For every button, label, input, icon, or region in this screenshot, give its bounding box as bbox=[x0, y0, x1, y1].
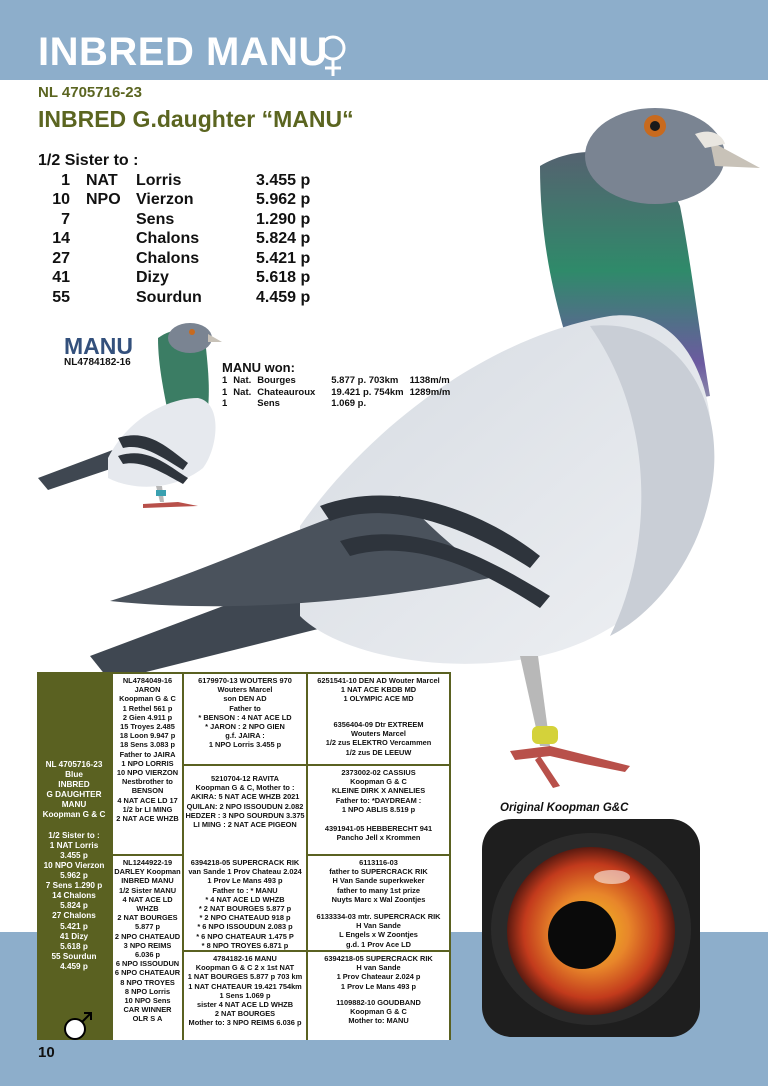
pedigree-line: H van Sande bbox=[356, 963, 401, 973]
pedigree-line: 10 NPO Vierzon bbox=[43, 860, 105, 870]
pedigree-line: Koopman G & C bbox=[119, 694, 176, 704]
pedigree-line: 6.036 p bbox=[134, 950, 161, 960]
pedigree-line: 2 NPO CHATEAUD bbox=[114, 931, 181, 941]
pedigree-line: g.d. 1 Prov Ace LD bbox=[345, 939, 412, 949]
manu-won-heading: MANU won: bbox=[222, 360, 295, 375]
pedigree-line: 8 NPO Lorris bbox=[124, 986, 171, 996]
pedigree-line: 4391941-05 HEBBERECHT 941 bbox=[324, 824, 433, 833]
pedigree-line: * 8 NPO TROYES 6.871 p bbox=[201, 940, 289, 950]
pedigree-line: HEDZER : 3 NPO SOURDUN 3.375 bbox=[185, 810, 305, 820]
pedigree-line: 2 NAT BOURGES bbox=[214, 1009, 276, 1019]
pedigree-line: 55 Sourdun bbox=[51, 951, 97, 961]
pedigree-line: 10 NPO Sens bbox=[124, 996, 171, 1006]
sister-heading: 1/2 Sister to : bbox=[38, 152, 139, 169]
sister-row: 27 Chalons 5.421 p bbox=[52, 249, 311, 267]
pedigree-line: 1 NAT CHATEAUR 19.421 754km bbox=[188, 981, 302, 991]
pedigree-father-dam bbox=[184, 766, 306, 860]
pedigree-line: 2 NAT ACE WHZB bbox=[116, 814, 179, 824]
pedigree-line: * BENSON : 4 NAT ACE LD bbox=[198, 712, 292, 722]
pedigree-mother bbox=[113, 856, 182, 1040]
pedigree-line: 6179970-13 WOUTERS 970 bbox=[198, 676, 292, 685]
pedigree-line: 1 NAT ACE KBDB MD bbox=[340, 685, 417, 695]
pedigree-line: Nuyts Marc x Wal Zoontjes bbox=[331, 894, 426, 904]
pedigree-ff-dam bbox=[308, 718, 449, 764]
pedigree-line: MANU bbox=[61, 800, 87, 810]
pedigree-line: Mother to: 3 NPO REIMS 6.036 p bbox=[188, 1018, 302, 1028]
pedigree-mother-dam bbox=[184, 952, 306, 1040]
pedigree-line: Pancho Jell x Krommen bbox=[336, 833, 421, 843]
sister-row: 55 Sourdun 4.459 p bbox=[52, 288, 311, 306]
pedigree-line: Nestbrother to bbox=[122, 777, 173, 787]
pedigree-line: * JARON : 2 NPO GIEN bbox=[205, 722, 285, 732]
pedigree-line: 1 Prov Le Mans 493 p bbox=[207, 876, 283, 886]
subject-text bbox=[37, 760, 111, 972]
pedigree-line: 1 NPO ABLIS 8.519 p bbox=[341, 804, 416, 814]
pedigree-line: 1/2 Sister to : bbox=[48, 830, 100, 840]
pedigree-line: 1 NAT BOURGES 5.877 p 703 km bbox=[187, 972, 303, 982]
pedigree-line: 6356404-09 Dtr EXTREEM bbox=[333, 720, 424, 729]
pedigree-subject bbox=[37, 672, 111, 1040]
pedigree-line: QUILAN: 2 NPO ISSOUDUN 2.082 bbox=[186, 801, 304, 811]
pedigree-line: 4784182-16 MANU bbox=[213, 954, 277, 963]
pedigree-line: INBRED bbox=[58, 780, 90, 790]
photo-caption: Original Koopman G&C bbox=[500, 802, 629, 814]
pedigree-line: DARLEY Koopman bbox=[114, 867, 181, 877]
pedigree-line: 5.962 p bbox=[60, 871, 88, 881]
pedigree-line: 1 NPO LORRIS bbox=[121, 758, 174, 768]
pedigree-line: Father to bbox=[229, 703, 261, 713]
pedigree-line: Father to: *DAYDREAM : bbox=[335, 795, 422, 805]
sister-row: 41 Dizy 5.618 p bbox=[52, 269, 311, 287]
pedigree-line: 1/2 zus ELEKTRO Vercammen bbox=[325, 738, 432, 748]
pedigree-line: 4 NAT ACE LD 17 bbox=[117, 795, 178, 805]
pedigree-line: H Van Sande bbox=[356, 921, 401, 931]
page-number: 10 bbox=[38, 1044, 55, 1061]
pedigree-line bbox=[37, 821, 111, 831]
pedigree-line: L Engels x W Zoontjes bbox=[339, 930, 418, 940]
pedigree-line: 1 OLYMPIC ACE MD bbox=[343, 694, 414, 704]
pedigree-line: Koopman G & C bbox=[350, 1007, 407, 1017]
pedigree-line: 1 NPO Lorris 3.455 p bbox=[208, 740, 282, 750]
ring-number: NL 4705716-23 bbox=[38, 84, 142, 101]
page-title: INBRED MANU bbox=[38, 30, 328, 74]
female-symbol-icon bbox=[316, 34, 350, 78]
pedigree-line: NL 4705716-23 bbox=[45, 760, 103, 769]
pedigree-line: 8 NPO TROYES bbox=[120, 977, 175, 987]
pedigree-line: BENSON bbox=[131, 786, 164, 796]
pedigree-line: 18 Loon 9.947 p bbox=[119, 731, 176, 741]
pedigree-line: Koopman G & C 2 x 1st NAT bbox=[195, 963, 295, 973]
won-row: 1 Nat. Chateauroux 19.421 p. 754km 1289m/m bbox=[222, 386, 451, 398]
pedigree-line: Blue bbox=[65, 770, 83, 780]
pedigree-line: * 2 NAT BOURGES 5.877 p bbox=[198, 904, 292, 914]
sister-row: 10 NPO Vierzon 5.962 p bbox=[52, 191, 311, 209]
pedigree-line: G DAUGHTER bbox=[46, 790, 102, 800]
pedigree-line: JARON bbox=[134, 685, 161, 695]
pedigree-line: van Sande 1 Prov Chateau 2.024 bbox=[188, 867, 302, 877]
pedigree-line: INBRED MANU bbox=[121, 876, 174, 886]
pedigree-line: Father to JAIRA bbox=[119, 749, 176, 759]
pedigree-line: CAR WINNER bbox=[123, 1005, 172, 1015]
pedigree-line: 4.459 p bbox=[60, 961, 88, 971]
pedigree-line: 18 Sens 3.083 p bbox=[119, 740, 176, 750]
pedigree-line: father to SUPERCRACK RIK bbox=[329, 867, 428, 877]
pedigree-mm-sire bbox=[308, 952, 449, 996]
pedigree-line: 6133334-03 mtr. SUPERCRACK RIK bbox=[316, 912, 441, 921]
pedigree-line: 1 NAT Lorris bbox=[49, 840, 99, 850]
pedigree-line: * 6 NPO CHATEAUR 1.475 P bbox=[196, 931, 294, 941]
pedigree-fm-sire bbox=[308, 766, 449, 822]
pedigree-line: son DEN AD bbox=[223, 694, 267, 704]
manu-ring: NL4784182-16 bbox=[64, 357, 131, 368]
pedigree-line: 5210704-12 RAVITA bbox=[211, 774, 279, 783]
pedigree-line: 10 NPO VIERZON bbox=[116, 768, 179, 778]
pedigree-line: 6113116-03 bbox=[359, 858, 398, 867]
pedigree-line: 3.455 p bbox=[60, 850, 88, 860]
pedigree-line: * 2 NPO CHATEAUD 918 p bbox=[199, 913, 291, 923]
pedigree-line: 1109882-10 GOUDBAND bbox=[336, 998, 421, 1007]
pedigree-mm-dam bbox=[308, 996, 449, 1040]
pedigree-line: Wouters Marcel bbox=[217, 685, 273, 695]
pedigree-line: 6251541-10 DEN AD Wouter Marcel bbox=[317, 676, 440, 685]
pedigree-chart bbox=[37, 672, 451, 1040]
pedigree-line: 14 Chalons bbox=[52, 891, 96, 901]
sister-row: 14 Chalons 5.824 p bbox=[52, 230, 311, 248]
pedigree-line: Mother to: MANU bbox=[348, 1016, 409, 1026]
pedigree-ff-sire bbox=[308, 674, 449, 718]
pedigree-mf-dam bbox=[308, 910, 449, 950]
pedigree-line: WHZB bbox=[136, 904, 159, 914]
pedigree-line: 1/2 zus DE LEEUW bbox=[345, 747, 412, 757]
pedigree-line: 2373002-02 CASSIUS bbox=[341, 768, 416, 777]
pedigree-line: NL1244922-19 bbox=[122, 858, 173, 867]
manu-name: MANU bbox=[64, 333, 133, 359]
pedigree-line: father to many 1st prize bbox=[337, 885, 420, 895]
pedigree-line: 27 Chalons bbox=[52, 911, 96, 921]
pedigree-line: 2 NAT BOURGES bbox=[117, 913, 178, 923]
manu-won-table bbox=[222, 375, 456, 410]
pedigree-line: 1 Rethel 561 p bbox=[122, 703, 173, 713]
pedigree-line: 4 NAT ACE LD bbox=[122, 894, 173, 904]
pedigree-line: Koopman G & C bbox=[350, 777, 407, 787]
pedigree-line: 1 Prov Le Mans 493 p bbox=[340, 981, 417, 991]
pedigree-line: 3 NPO REIMS bbox=[123, 940, 172, 950]
pedigree-line: 6 NPO CHATEAUR bbox=[114, 968, 181, 978]
pedigree-line: NL4784049-16 bbox=[122, 676, 173, 685]
pedigree-line: 5.877 p bbox=[134, 922, 161, 932]
pedigree-line: 2 Gien 4.911 p bbox=[122, 712, 173, 722]
pedigree-line: KLEINE DIRK X ANNELIES bbox=[331, 786, 426, 796]
pedigree-line: Wouters Marcel bbox=[351, 729, 406, 739]
sister-row: 7 Sens 1.290 p bbox=[61, 210, 311, 228]
pedigree-line: Father to : * MANU bbox=[212, 885, 278, 895]
pedigree-line: 1 Prov Chateaur 2.024 p bbox=[336, 972, 421, 982]
pedigree-line: 7 Sens 1.290 p bbox=[45, 881, 103, 891]
pedigree-line: 5.618 p bbox=[60, 941, 88, 951]
pedigree-line: * 6 NPO ISSOUDUN 2.083 p bbox=[197, 922, 293, 932]
pedigree-line: Koopman G & C bbox=[42, 810, 106, 820]
pedigree-line: sister 4 NAT ACE LD WHZB bbox=[196, 1000, 294, 1010]
pedigree-line: LI MING : 2 NAT ACE PIGEON bbox=[193, 820, 297, 830]
male-symbol-icon bbox=[63, 1010, 93, 1040]
pedigree-line: g.f. JAIRA : bbox=[225, 731, 265, 741]
pedigree-line: AKIRA: 5 NAT ACE WHZB 2021 bbox=[190, 792, 300, 802]
won-row: 1 Nat. Bourges 5.877 p. 703km 1138m/m bbox=[222, 375, 450, 387]
pedigree-mf-sire bbox=[308, 856, 449, 910]
pedigree-line: 5.421 p bbox=[60, 921, 88, 931]
pedigree-line: 5.824 p bbox=[60, 901, 88, 911]
pigeon-eye-closeup bbox=[482, 819, 700, 1037]
pedigree-line: H Van Sande superkweker bbox=[332, 876, 425, 886]
pedigree-line: OLR S A bbox=[132, 1014, 163, 1024]
pedigree-line: 1/2 br LI MING bbox=[122, 804, 173, 814]
pedigree-line: 41 Dizy bbox=[59, 931, 89, 941]
pedigree-line: 15 Troyes 2.485 bbox=[120, 722, 175, 732]
pedigree-line: 6394218-05 SUPERCRACK RIK bbox=[324, 954, 433, 963]
pedigree-line: 6394218-05 SUPERCRACK RIK bbox=[190, 858, 300, 867]
pedigree-father bbox=[113, 674, 182, 854]
pedigree-line: 1 Sens 1.069 p bbox=[219, 990, 271, 1000]
pedigree-mother-sire bbox=[184, 856, 306, 950]
won-row: 1 Sens 1.069 p. bbox=[222, 398, 367, 410]
pedigree-line: Koopman G & C, Mother to : bbox=[195, 783, 295, 793]
pedigree-father-sire bbox=[184, 674, 306, 764]
pedigree-line: 1/2 Sister MANU bbox=[118, 885, 177, 895]
pedigree-line: 6 NPO ISSOUDUN bbox=[115, 959, 180, 969]
subtitle: INBRED G.daughter “MANU“ bbox=[38, 106, 354, 132]
pedigree-line: * 4 NAT ACE LD WHZB bbox=[205, 894, 285, 904]
sister-row: 1 NAT Lorris 3.455 p bbox=[61, 171, 311, 189]
pedigree-fm-dam bbox=[308, 822, 449, 854]
